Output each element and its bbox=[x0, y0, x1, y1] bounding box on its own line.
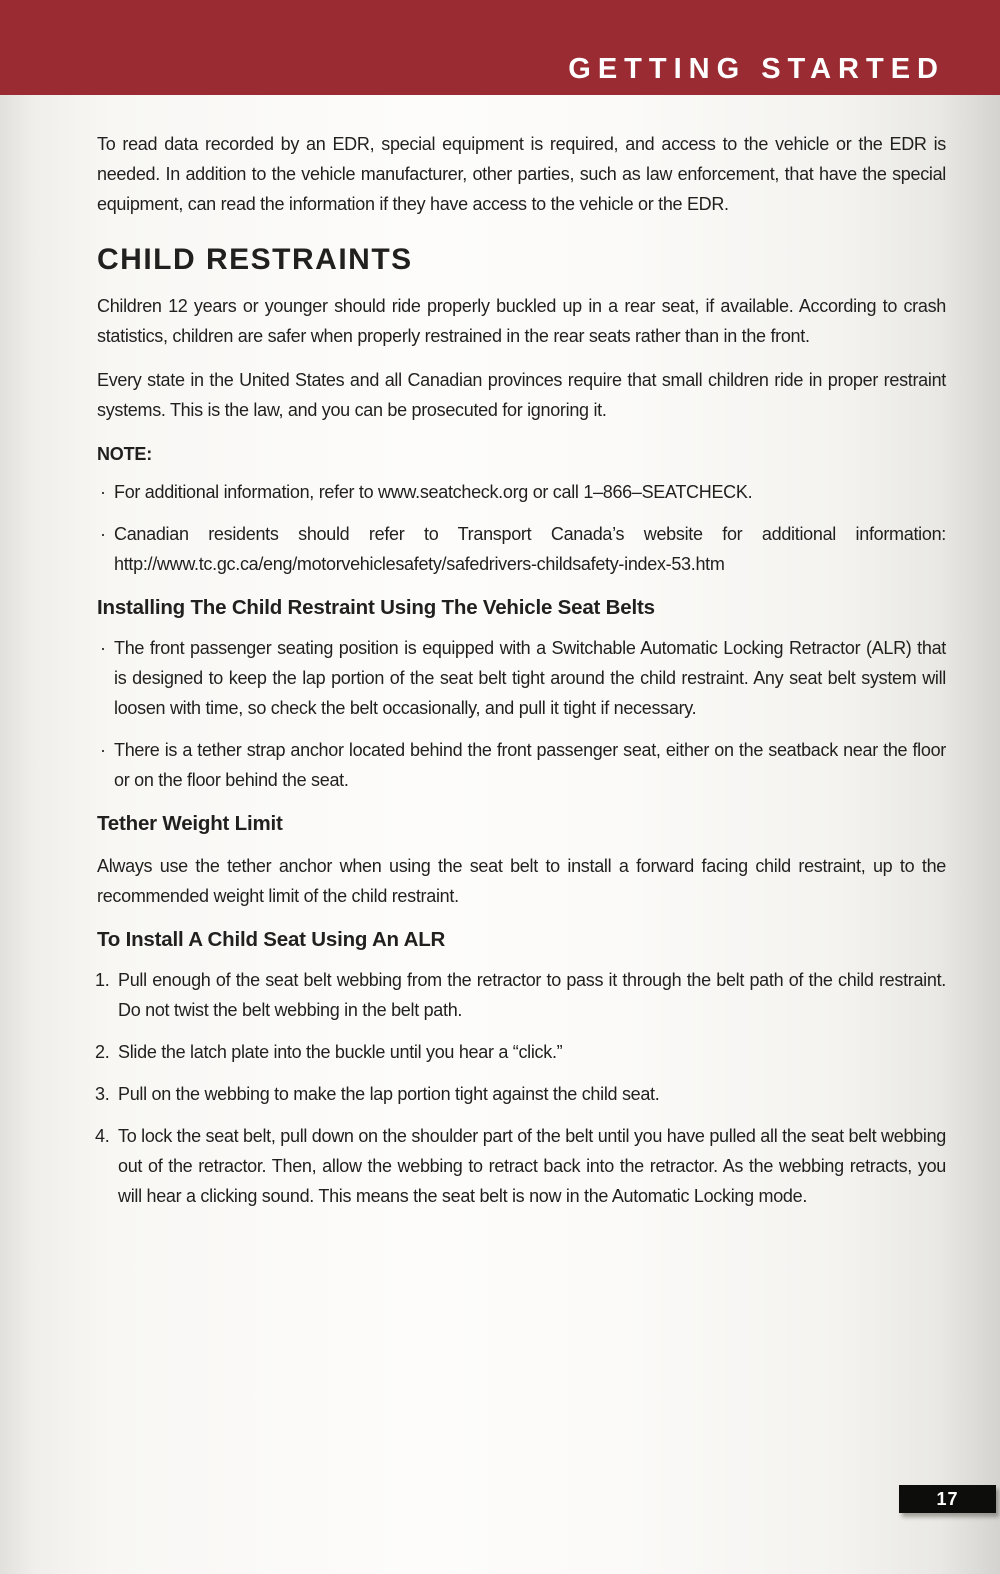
note-bullet-text: For additional information, refer to www.seatcheck.org or call 1–866–SEATCHECK. bbox=[114, 482, 753, 502]
bullet-item bbox=[97, 633, 946, 723]
chapter-header-band bbox=[0, 0, 1000, 95]
step-number: 1. bbox=[95, 970, 110, 990]
note-label: NOTE: bbox=[97, 444, 152, 464]
intro-paragraph: To read data recorded by an EDR, special equipment is required, and access to the vehicle or the EDR is needed. In addition to the vehicle manufacturer, other parties, such as law enforcement, that have the special equipment, can read the information if they have access to the vehicle or the EDR. bbox=[97, 134, 946, 214]
numbered-step bbox=[97, 1037, 946, 1067]
page-content bbox=[0, 95, 1000, 1211]
step-number: 3. bbox=[95, 1084, 110, 1104]
page-number-badge bbox=[899, 1485, 996, 1513]
bullet-text: The front passenger seating position is equipped with a Switchable Automatic Locking Retractor (ALR) that is designed to keep the lap portion of the seat belt tight around the child restraint. Any seat belt system will loosen with time, so check the belt occasionally, and pull it tight if necessary. bbox=[114, 638, 946, 718]
numbered-step bbox=[97, 965, 946, 1025]
step-number: 4. bbox=[95, 1126, 110, 1146]
bullet-dot-icon: · bbox=[100, 638, 106, 658]
paragraph: Every state in the United States and all Canadian provinces require that small children ride in proper restraint systems. This is the law, and you can be prosecuted for ignoring it. bbox=[97, 370, 946, 420]
bullet-dot-icon: · bbox=[100, 524, 106, 544]
step-text: Slide the latch plate into the buckle until you hear a “click.” bbox=[118, 1042, 563, 1062]
note-bullet-text: Canadian residents should refer to Transport Canada’s website for additional information: http://www.tc.gc.ca/eng/motorvehiclesafety/safedrivers-childsafety-index-53.htm bbox=[114, 524, 946, 574]
step-text: Pull enough of the seat belt webbing from the retractor to pass it through the belt path of the child restraint. Do not twist the belt webbing in the belt path. bbox=[118, 970, 946, 1020]
note-bullet-item bbox=[97, 519, 946, 579]
tether-paragraph: Always use the tether anchor when using the seat belt to install a forward facing child restraint, up to the recommended weight limit of the child restraint. bbox=[97, 856, 946, 906]
step-number: 2. bbox=[95, 1042, 110, 1062]
bullet-dot-icon: · bbox=[100, 740, 106, 760]
chapter-title: GETTING STARTED bbox=[568, 53, 945, 85]
bullet-text: There is a tether strap anchor located behind the front passenger seat, either on the seatback near the floor or on the floor behind the seat. bbox=[114, 740, 946, 790]
page-number-text: 17 bbox=[936, 1489, 959, 1509]
subsection-title-installing: Installing The Child Restraint Using The Vehicle Seat Belts bbox=[97, 596, 655, 619]
step-text: To lock the seat belt, pull down on the shoulder part of the belt until you have pulled all the seat belt webbing out of the retractor. Then, allow the webbing to retract back into the retractor. As the webbing retracts, you will hear a clicking sound. This means the seat belt is now in the Automatic Locking mode. bbox=[118, 1126, 946, 1206]
section-title: CHILD RESTRAINTS bbox=[97, 243, 413, 276]
subsection-title-tether: Tether Weight Limit bbox=[97, 812, 283, 835]
bullet-dot-icon: · bbox=[100, 482, 106, 502]
subsection-title-alr: To Install A Child Seat Using An ALR bbox=[97, 928, 446, 951]
step-text: Pull on the webbing to make the lap portion tight against the child seat. bbox=[118, 1084, 660, 1104]
bullet-item bbox=[97, 735, 946, 795]
note-bullet-item bbox=[97, 477, 946, 507]
numbered-step bbox=[97, 1079, 946, 1109]
numbered-step bbox=[97, 1121, 946, 1211]
paragraph: Children 12 years or younger should ride properly buckled up in a rear seat, if available. According to crash statistics, children are safer when properly restrained in the rear seats rather than in the front. bbox=[97, 296, 946, 346]
